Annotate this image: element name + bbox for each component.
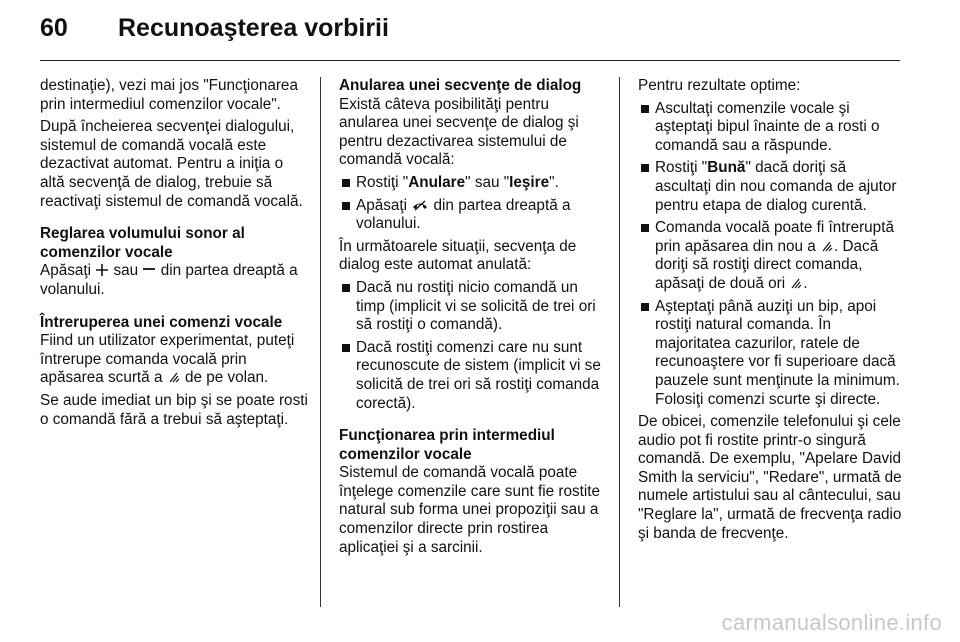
bullet-icon	[342, 179, 350, 187]
header-rule	[40, 60, 900, 61]
list-item: Aşteptaţi până auziţi un bip, apoi rostiţi natural comanda. În majoritatea cazurilor, ratele de recunoaştere vor fi superioare dacă pauzele sunt menţinute la minimum. Folosiţi comenzi scurte şi directe.	[638, 298, 906, 410]
paragraph: Sistemul de comandă vocală poate înţelege comenzile care sunt fie rostite natural sub forma unei propoziţii sau a comenzilor directe prin rostirea aplicaţiei şi a sarcinii.	[339, 464, 601, 556]
bullet-icon	[641, 164, 649, 172]
paragraph: În următoarele situaţii, secvenţa de dialog este automat anulată:	[339, 237, 577, 274]
plus-icon	[95, 263, 109, 277]
bullet-icon	[342, 202, 350, 210]
list-item: Apăsaţi din partea dreaptă a volanului.	[339, 197, 607, 234]
bullet-list	[638, 100, 906, 410]
bullet-icon	[641, 303, 649, 311]
paragraph: Fiind un utilizator experimentat, puteţi întrerupe comanda vocală prin apăsarea scurtă a de pe volan.	[40, 332, 295, 387]
watermark: carmanualsonline.info	[721, 610, 942, 635]
paragraph: Apăsaţi sau din partea dreaptă a volanului.	[40, 262, 298, 298]
list-item: Dacă rostiţi comenzi care nu sunt recunoscute de sistem (implicit vi se solicită de trei ori să rostiţi comanda corectă).	[339, 339, 607, 413]
page-header	[40, 8, 389, 48]
chapter-title: Recunoaşterea vorbirii	[118, 13, 389, 42]
section-heading: Funcţionarea prin intermediul comenzilor vocale	[339, 427, 555, 463]
column-3	[638, 77, 906, 547]
section-heading: Reglarea volumului sonor al comenzilor vocale	[40, 225, 245, 261]
paragraph: Pentru rezultate optime:	[638, 77, 801, 94]
paragraph: destinaţie), vezi mai jos "Funcţionarea prin intermediul comenzilor vocale".	[40, 77, 298, 113]
bullet-icon	[641, 105, 649, 113]
section-heading: Anularea unei secvenţe de dialog	[339, 77, 582, 94]
voice-command-icon	[789, 276, 803, 290]
list-item: Comanda vocală poate fi întreruptă prin apăsarea din nou a . Dacă doriţi să rostiţi direct comanda, apăsaţi de două ori .	[638, 219, 906, 293]
bullet-icon	[342, 344, 350, 352]
column-divider	[619, 77, 620, 607]
voice-command-icon	[167, 370, 181, 384]
page-number: 60	[40, 13, 68, 42]
bullet-list	[339, 174, 607, 234]
section-heading: Întreruperea unei comenzi vocale	[40, 313, 283, 331]
column-1	[40, 77, 308, 433]
paragraph: Există câteva posibilităţi pentru anularea unei secvenţe de dialog şi pentru dezactivarea sistemului de comandă vocală:	[339, 95, 579, 169]
minus-icon	[142, 263, 156, 277]
column-2	[339, 77, 607, 561]
bullet-icon	[342, 284, 350, 292]
voice-command-icon	[820, 239, 834, 253]
hang-up-icon	[411, 198, 429, 212]
paragraph: Se aude imediat un bip şi se poate rosti o comandă fără a trebui să aşteptaţi.	[40, 391, 308, 428]
paragraph: De obicei, comenzile telefonului şi cele audio pot fi rostite printr-o singură comandă. De exemplu, "Apelare David Smith la serviciu", "Redare", urmată de numele artistului sau al cântecului, sau "Reglare la", urmată de frecvenţa radio şi banda de frecvenţe.	[638, 413, 902, 542]
list-item: Dacă nu rostiţi nicio comandă un timp (implicit vi se solicită de trei ori să rostiţi o comandă).	[339, 279, 607, 335]
bullet-list	[339, 279, 607, 413]
paragraph: După încheierea secvenţei dialogului, sistemul de comandă vocală este dezactivat automat. Pentru a iniţia o altă secvenţă de dialog, trebuie să reactivaţi sistemul de comandă vocală.	[40, 118, 303, 210]
bullet-icon	[641, 224, 649, 232]
list-item: Ascultaţi comenzile vocale şi aşteptaţi bipul înainte de a rosti o comandă sau a răspunde.	[638, 100, 906, 156]
list-item: Rostiţi "Bună" dacă doriţi să ascultaţi din nou comanda de ajutor pentru etapa de dialog curentă.	[638, 159, 906, 215]
column-divider	[320, 77, 321, 607]
list-item: Rostiţi "Anulare" sau "Ieşire".	[339, 174, 607, 193]
